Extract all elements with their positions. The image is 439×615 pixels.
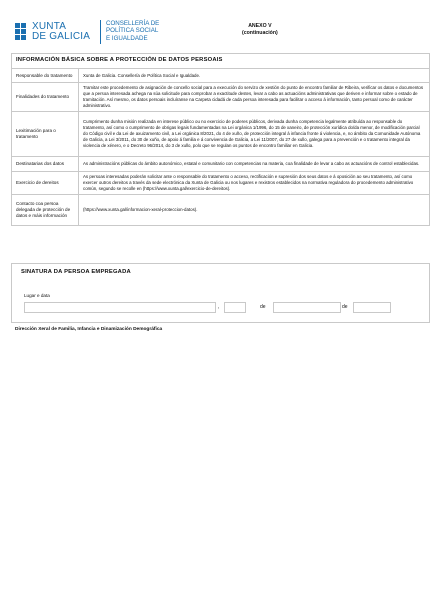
table-row: [12, 172, 429, 195]
table-row: [12, 195, 429, 226]
xunta-emblem-icon: [14, 21, 28, 43]
row-label: Contacto coa persoa delegada de protección de datos e máis información: [12, 195, 79, 225]
de-separator-2: de: [342, 304, 348, 310]
table-row: [12, 83, 429, 112]
logo-line1: XUNTA: [32, 21, 67, 32]
row-value: As persoas interesadas poderán solicitar ante o responsable do tratamento o acceso, rectificación e supresión dos seus datos e á oposición ao seu tratamento, así como exercer outros dereitos a través da sede electrónica da Xunta de Galicia ou nos lugares e rexistros establecidos na normativa reguladora do procedemento administrativo común, segundo se recolle en (https://www.xunta.gal/exercicio-de-dereitos).: [83, 174, 414, 191]
row-value: Xunta de Galicia. Consellería de Política Social e Igualdade.: [83, 72, 201, 78]
month-field[interactable]: [273, 302, 341, 313]
day-field[interactable]: [224, 302, 246, 313]
place-field[interactable]: [24, 302, 216, 313]
signature-title: SINATURA DA PERSOA EMPREGADA: [21, 269, 131, 275]
row-label: Finalidades do tratamento: [12, 83, 79, 111]
comma-separator: ,: [218, 304, 220, 310]
row-value: (https://www.xunta.gal/informacion-xeral-proteccion-datos).: [83, 207, 198, 212]
conselleria-line3: E IGUALDADE: [106, 34, 148, 42]
data-protection-title: INFORMACIÓN BÁSICA SOBRE A PROTECCIÓN DE DATOS PERSOAIS: [12, 54, 429, 69]
row-value: Cumprimento dunha misión realizada en interese público ou no exercicio de poderes públicos, derivada dunha competencia legalmente atribuída ao responsable do tratamento, así como o cumprimento de obrigas legais fundamentadas na Lei orgánica 1/1996, do 15 de xaneiro, de protección xurídica do/da menor, de modificación parcial do Código civil e da Lei de axuizamento civil, a Lei orgánica 8/2021, do 4 de xuño, de protección integral á infancia fronte á violencia, e, no ámbito da Comunidade Autónoma de Galicia, a Lei 3/2011, do 30 de xuño, de apoio á familia e á convivencia de Galicia, a Lei 11/2007, do 27 de xullo, galega para a prevención e o tratamento integral da violencia de xénero, e o Decreto 96/2014, do 3 de xullo, polo que se regulan os puntos de encontro familiar en Galicia.: [83, 119, 421, 148]
conselleria-line2: POLÍTICA SOCIAL: [106, 27, 159, 35]
annex-label: [242, 23, 278, 36]
data-protection-box: [11, 53, 430, 226]
table-row: [12, 157, 429, 172]
document-header: [14, 18, 426, 46]
de-separator-1: de: [260, 304, 266, 310]
row-label: Lexitimación para o tratamento: [12, 112, 79, 156]
annex-title: ANEXO V: [248, 23, 272, 29]
row-value: Tramitar este procedemento de asignación de concello social para a execución do servizo de xestión do punto de encontro familiar de Ribeira, verificar os datos e documentos que a persoa interesada achega na súa solicitude para comprobar a exactitude destes, levar a cabo as actuacións administrativas que deriven e informar sobre o estado de tramitación. Así mesmo, os datos persoais incluíranse na Carpeta cidadá de cada persoa interesada para facilitar o acceso á información, tanto persoal como de carácter administrativo.: [83, 85, 424, 108]
table-row: [12, 112, 429, 157]
row-label: Responsable do tratamento: [12, 69, 79, 82]
row-label: Exercicio de dereitos: [12, 172, 79, 194]
annex-continuation: (continuación): [242, 29, 278, 36]
conselleria-line1: CONSELLERÍA DE: [106, 20, 160, 27]
logo-divider: [100, 20, 101, 44]
logo-line2: DE GALICIA: [32, 31, 91, 42]
place-date-label: Lugar e data: [24, 293, 50, 298]
footer-directorate: Dirección Xeral de Familia, Infancia e Dinamización Demográfica: [15, 327, 163, 332]
signature-box: [11, 263, 430, 323]
row-value: As administracións públicas do ámbito autonómico, estatal e comunitario con competencias na materia, coa finalidade de levar a cabo as actuacións de control establecidas.: [83, 161, 420, 166]
row-label: Destinatarias dos datos: [12, 157, 79, 171]
year-field[interactable]: [353, 302, 391, 313]
conselleria-name: [106, 20, 159, 42]
table-row: [12, 69, 429, 83]
xunta-logo: [14, 18, 90, 46]
